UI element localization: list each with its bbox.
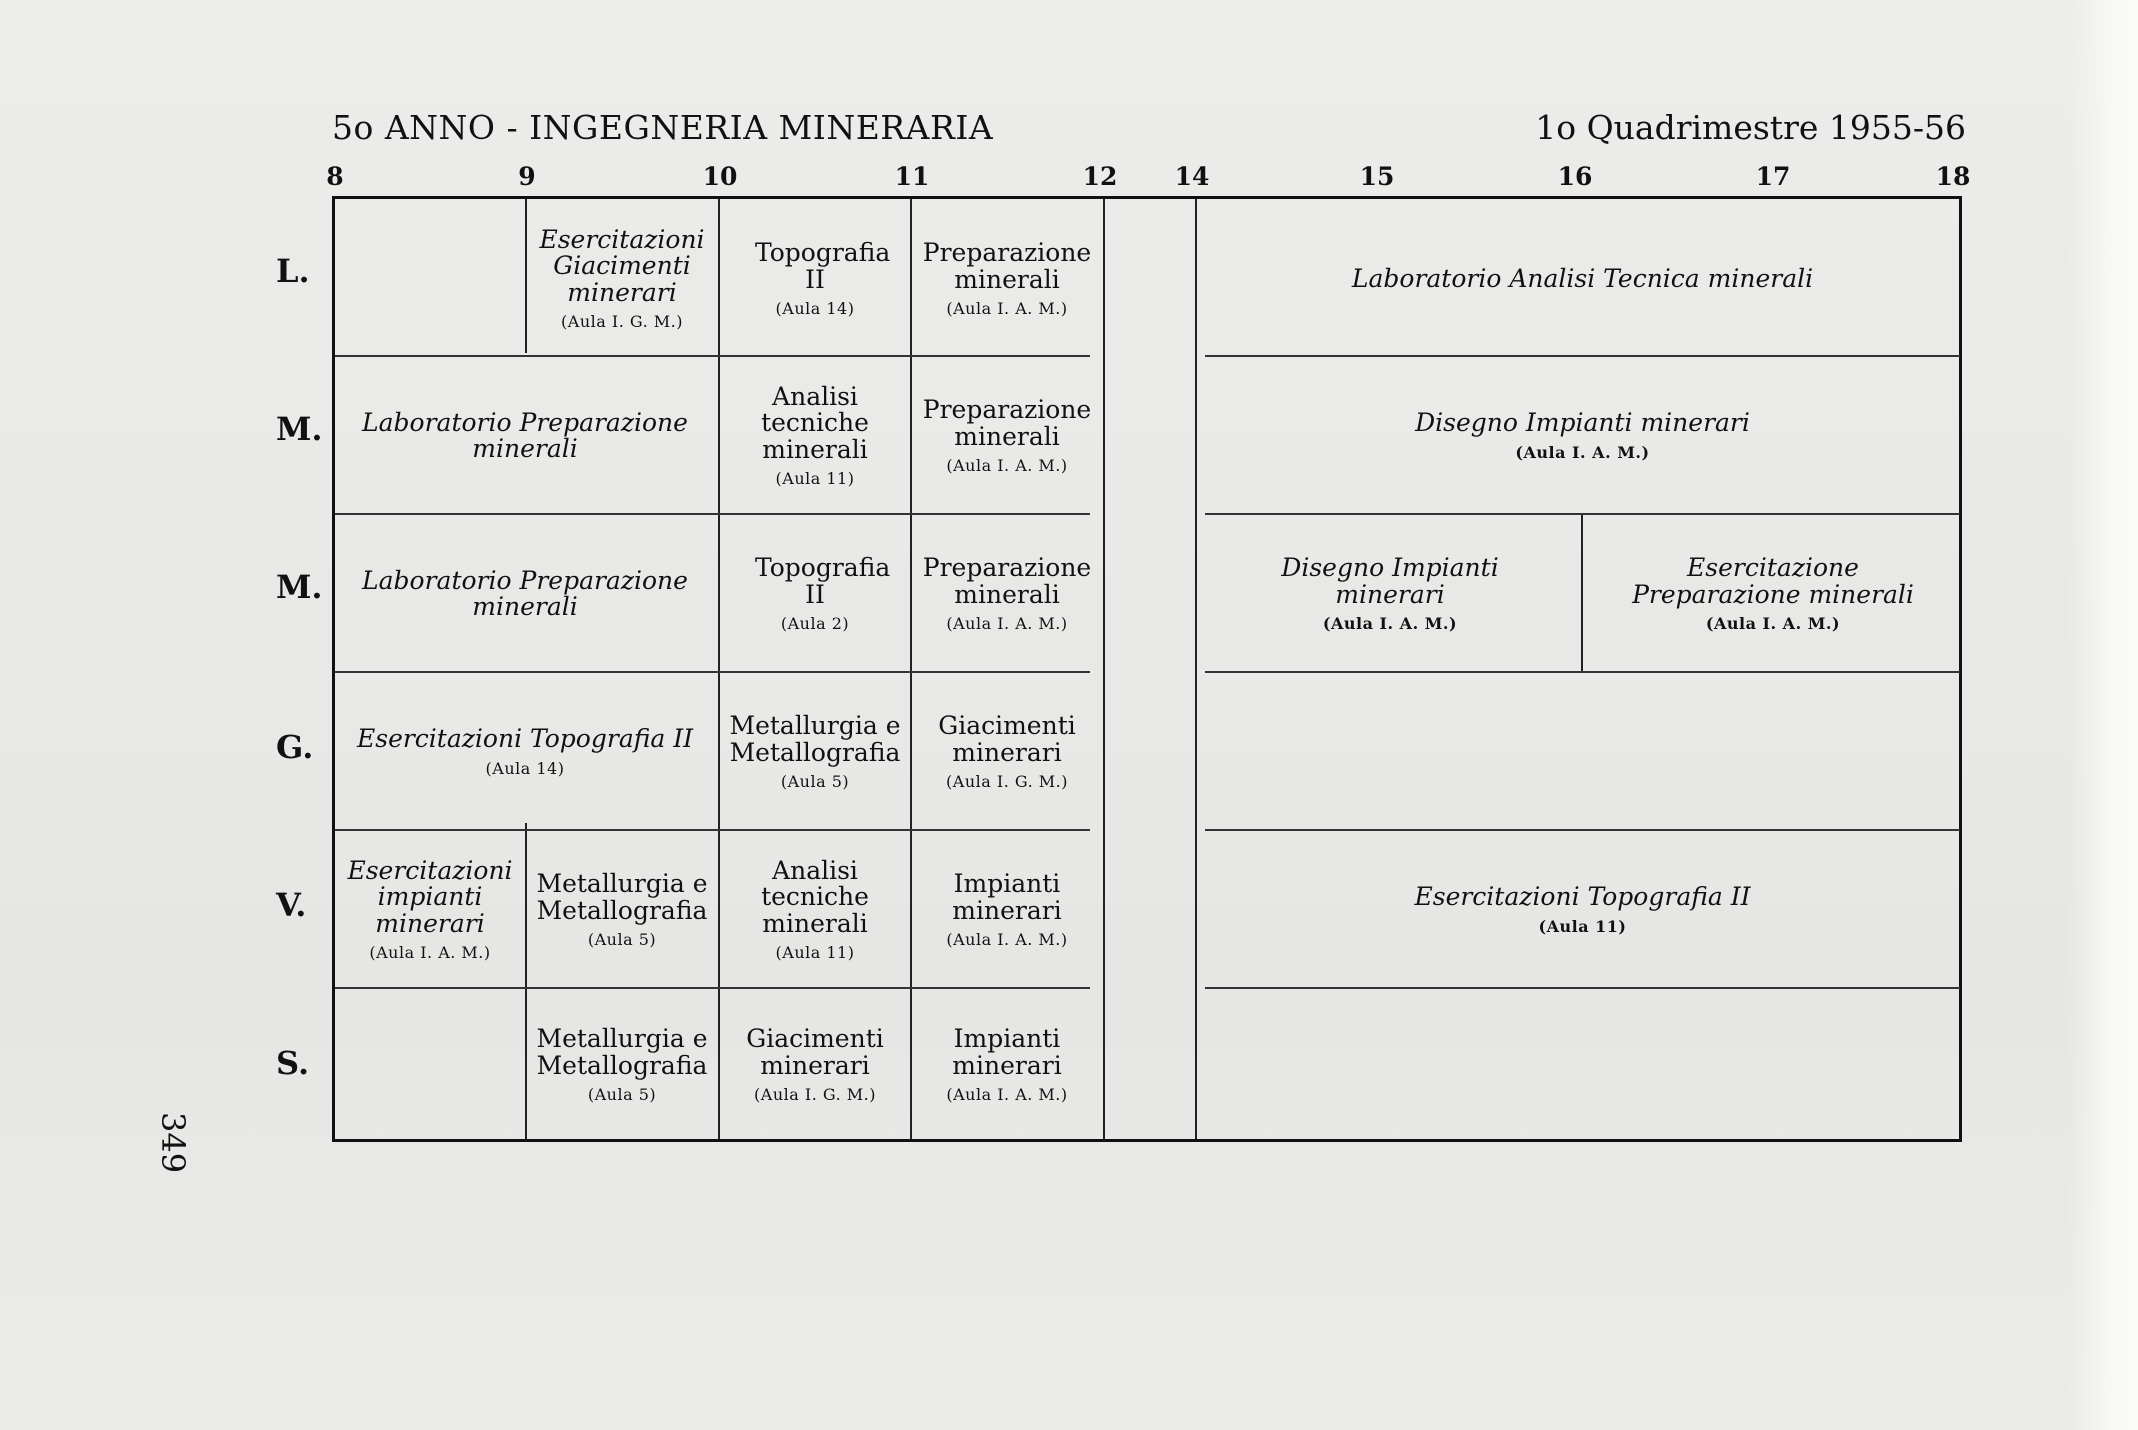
course-title: Laboratorio Analisi Tecnica minerali — [1351, 263, 1814, 293]
course-title: Giacimenti minerari — [746, 1024, 884, 1080]
hour-label-12: 12 — [1082, 162, 1118, 191]
room-label: (Aula I. A. M.) — [946, 298, 1068, 318]
course-title: Esercitazioni Topografia II — [1414, 882, 1751, 912]
room-label: (Aula I. G. M.) — [561, 311, 683, 331]
room-label: (Aula I. A. M.) — [1705, 613, 1841, 633]
row-divider — [335, 829, 1090, 831]
room-label: (Aula 14) — [775, 298, 855, 318]
room-label: (Aula I. A. M.) — [946, 1084, 1068, 1104]
room-label: (Aula I. G. M.) — [754, 1084, 876, 1104]
class-cell-mercoledi-am[interactable] — [335, 521, 715, 667]
course-title: Analisi tecniche minerali — [761, 856, 869, 938]
room-label: (Aula I. G. M.) — [946, 771, 1068, 791]
room-label: (Aula I. A. M.) — [946, 455, 1068, 475]
course-title: Analisi tecniche minerali — [761, 382, 869, 464]
class-cell-sabato-10[interactable] — [723, 995, 907, 1135]
day-label-lunedi: L. — [276, 252, 310, 290]
class-cell-martedi-11[interactable] — [917, 363, 1097, 509]
course-title: Esercitazioni Topografia II — [356, 724, 693, 754]
course-title: Laboratorio Preparazione minerali — [362, 407, 688, 463]
room-label: (Aula I. A. M.) — [946, 929, 1068, 949]
room-label: (Aula 5) — [587, 1084, 657, 1104]
divider — [1581, 515, 1583, 671]
divider — [910, 199, 912, 1139]
hour-label-16: 16 — [1557, 162, 1593, 191]
room-label: (Aula 14) — [485, 758, 565, 778]
course-title: Laboratorio Preparazione minerali — [362, 565, 688, 621]
page-edge-shadow — [2068, 0, 2138, 1430]
day-label-venerdi: V. — [276, 886, 307, 924]
row-divider — [1205, 355, 1960, 357]
hour-label-11: 11 — [894, 162, 930, 191]
class-cell-martedi-pm[interactable] — [1205, 363, 1960, 509]
timetable-grid — [332, 196, 1962, 1142]
divider — [525, 199, 527, 353]
room-label: (Aula I. A. M.) — [369, 942, 491, 962]
row-divider — [335, 355, 1090, 357]
course-title: Metallurgia e Metallografia — [729, 711, 901, 767]
room-label: (Aula I. A. M.) — [1515, 442, 1650, 462]
hour-label-10: 10 — [702, 162, 738, 191]
class-cell-sabato-9[interactable] — [531, 995, 713, 1135]
row-divider — [335, 671, 1090, 673]
hour-label-14: 14 — [1174, 162, 1210, 191]
class-cell-martedi-10[interactable] — [727, 363, 903, 509]
row-divider — [335, 513, 1090, 515]
day-label-giovedi: G. — [276, 728, 314, 766]
row-divider — [1205, 987, 1960, 989]
course-title: Preparazione minerali — [922, 238, 1092, 294]
hour-label-18: 18 — [1935, 162, 1971, 191]
course-title: Giacimenti minerari — [938, 711, 1076, 767]
course-title: Impianti minerari — [952, 869, 1062, 925]
class-cell-venerdi-11[interactable] — [917, 837, 1097, 983]
class-cell-venerdi-pm[interactable] — [1205, 837, 1960, 983]
class-cell-mercoledi-11[interactable] — [917, 521, 1097, 667]
room-label: (Aula 5) — [587, 929, 657, 949]
class-cell-venerdi-10[interactable] — [727, 837, 903, 983]
page-title: 5o ANNO - INGEGNERIA MINERARIA — [332, 108, 994, 147]
term-label: 1o Quadrimestre 1955-56 — [1535, 108, 1966, 147]
hour-label-9: 9 — [518, 162, 536, 191]
course-title: Impianti minerari — [952, 1024, 1062, 1080]
course-title: Disegno Impianti minerari — [1415, 408, 1750, 438]
room-label: (Aula 2) — [780, 613, 850, 633]
course-title: Esercitazione Preparazione minerali — [1632, 553, 1914, 609]
class-cell-giovedi-11[interactable] — [917, 679, 1097, 825]
room-label: (Aula I. A. M.) — [1322, 613, 1458, 633]
course-title: Disegno Impianti minerari — [1281, 553, 1499, 609]
course-title: Metallurgia e Metallografia — [536, 869, 708, 925]
day-label-martedi: M. — [276, 410, 323, 448]
room-label: (Aula 11) — [775, 942, 855, 962]
course-title: Preparazione minerali — [922, 395, 1092, 451]
row-divider — [1205, 829, 1960, 831]
hour-label-15: 15 — [1359, 162, 1395, 191]
room-label: (Aula 5) — [780, 771, 850, 791]
course-title: Esercitazioni Giacimenti minerari — [539, 225, 705, 307]
class-cell-martedi-am[interactable] — [335, 363, 715, 509]
course-title: Metallurgia e Metallografia — [536, 1024, 708, 1080]
class-cell-lunedi-9[interactable] — [531, 207, 713, 351]
class-cell-mercoledi-pm-1[interactable] — [1205, 521, 1575, 667]
class-cell-mercoledi-pm-2[interactable] — [1587, 521, 1959, 667]
room-label: (Aula 11) — [775, 468, 855, 488]
class-cell-lunedi-pm[interactable] — [1205, 207, 1960, 351]
hour-label-17: 17 — [1755, 162, 1791, 191]
divider — [718, 199, 720, 1139]
class-cell-mercoledi-10[interactable] — [727, 521, 903, 667]
hour-label-8: 8 — [326, 162, 344, 191]
day-label-sabato: S. — [276, 1044, 310, 1082]
row-divider — [1205, 671, 1960, 673]
row-divider — [1205, 513, 1960, 515]
divider — [1195, 199, 1197, 1139]
divider — [525, 823, 527, 1139]
course-title: Topografia II — [755, 238, 891, 294]
course-title: Preparazione minerali — [922, 553, 1092, 609]
page-number: 349 — [154, 1112, 192, 1174]
class-cell-giovedi-10[interactable] — [723, 679, 907, 825]
divider — [1103, 199, 1105, 1139]
room-label: (Aula I. A. M.) — [946, 613, 1068, 633]
class-cell-lunedi-10[interactable] — [727, 207, 903, 351]
class-cell-giovedi-am[interactable] — [335, 679, 715, 825]
class-cell-venerdi-9[interactable] — [531, 837, 713, 983]
room-label: (Aula 11) — [1538, 916, 1627, 936]
class-cell-lunedi-11[interactable] — [917, 207, 1097, 351]
course-title: Topografia II — [755, 553, 891, 609]
course-title: Esercitazioni impianti minerari — [347, 856, 513, 938]
day-label-mercoledi: M. — [276, 568, 323, 606]
row-divider — [335, 987, 1090, 989]
class-cell-sabato-11[interactable] — [917, 995, 1097, 1135]
class-cell-venerdi-8[interactable] — [339, 837, 521, 983]
